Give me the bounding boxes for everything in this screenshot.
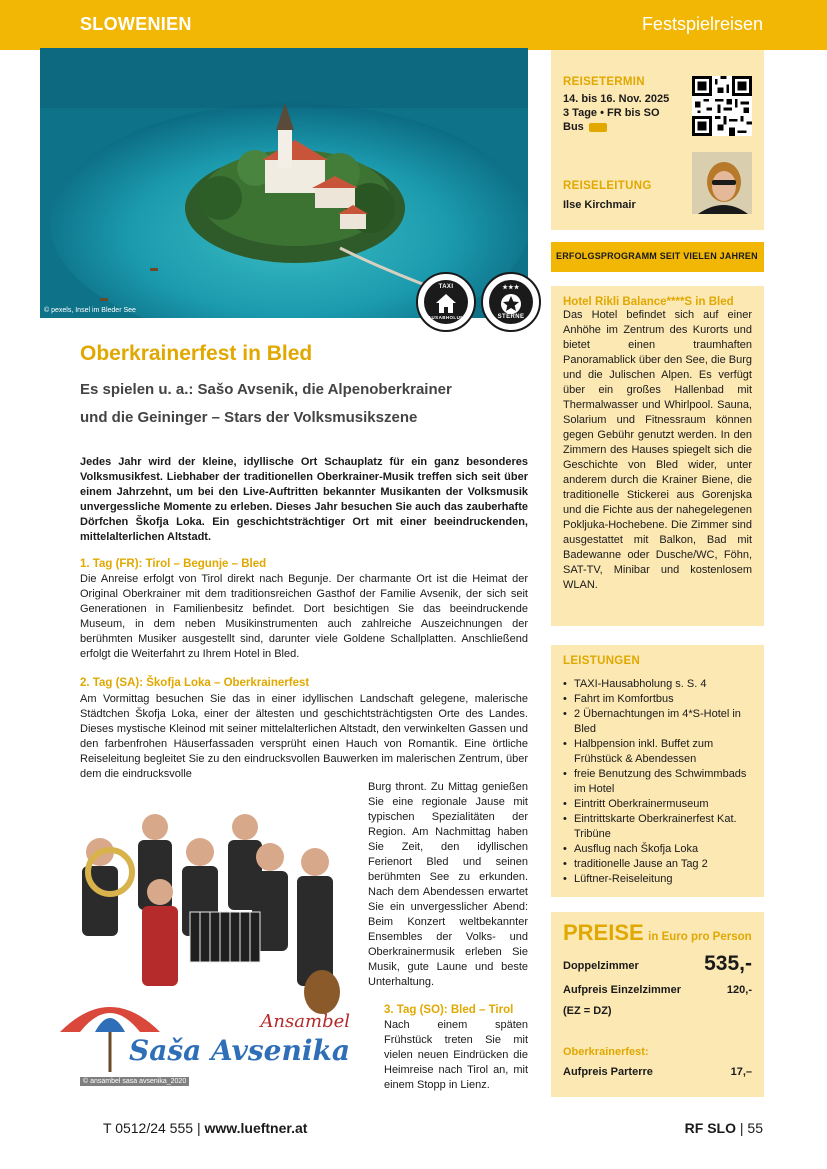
list-item: • Eintrittskarte Oberkrainerfest Kat. Tribüne — [563, 812, 752, 842]
band-photo-credit: © ansambel sasa avsenika_2020 — [80, 1077, 189, 1086]
date-line: 14. bis 16. Nov. 2025 — [563, 93, 670, 105]
success-program-banner — [551, 242, 764, 272]
guide-heading: REISELEITUNG — [563, 180, 652, 192]
list-item: • Ausflug nach Škofja Loka — [563, 842, 752, 857]
day1-text: Die Anreise erfolgt von Tirol direkt nach Begunje. Der charmante Ort ist die Heimat der Original Oberkrainer mit dem traditionsreichen Gasthof der Familie Avsenik, der sich seit Generationen in Familienbesitz befindet. Dort besichtigen Sie das beeindruckende Museum, in dem neben Musikinstrumenten auch zahlreiche Auszeichnungen der berühmten Musiker ausgestellt sind, darunter viele Goldene Schallplatten. Anschließend erfolgt die Weiterfahrt zu Ihrem Hotel in Bled. — [80, 573, 528, 660]
guide-name: Ilse Kirchmair — [563, 199, 636, 211]
footer-website-link[interactable]: www.lueftner.at — [204, 1120, 308, 1136]
double-room-label: Doppelzimmer — [563, 960, 639, 972]
hotel-heading: Hotel Rikli Balance****S in Bled — [563, 296, 734, 308]
series-label: Festspielreisen — [641, 14, 763, 34]
subtitle-line: Es spielen u. a.: Sašo Avsenik, die Alpenoberkrainer — [80, 381, 452, 398]
footer-catalog-code: RF SLO — [684, 1120, 736, 1136]
star-badge-top: ★★★ — [502, 285, 520, 291]
qr-code-icon[interactable] — [692, 76, 752, 136]
day3-heading: 3. Tag (SO): Bled – Tirol — [384, 1004, 514, 1016]
prices-heading: PREISE — [563, 920, 644, 945]
list-item: • Fahrt im Komfortbus — [563, 692, 752, 707]
transport-label: Bus — [563, 121, 584, 133]
price-row-parterre — [563, 1066, 752, 1078]
duration-line: 3 Tage • FR bis SO — [563, 107, 660, 119]
services-list — [563, 677, 752, 887]
day2-heading: 2. Tag (SA): Škofja Loka – Oberkrainerfest — [80, 677, 310, 689]
list-item: • Lüftner-Reiseleitung — [563, 872, 752, 887]
band-logo-line1: Ansambel — [260, 1011, 350, 1032]
list-item: • 2 Übernachtungen im 4*S-Hotel in Bled — [563, 707, 752, 737]
day2-text: Am Vormittag besuchen Sie das in einer idyllischen Landschaft gelegene, malerische Städtchen Škofja Loka, einer der ältesten und geschichtsträchtigsten Orte des Landes. Dieses mystische Kleinod mit seiner mittelalterlichen Altstadt, den verwinkelten Gassen und den farbenfrohen Häuserfassaden versprüht einen Hauch von Romantik. Eine örtliche Reiseleitung begleitet Sie zu den eindrucksvollen Bauwerken im malerischen Zentrum, über dem die eindrucksvolle — [80, 693, 528, 780]
single-room-note: (EZ = DZ) — [563, 1005, 612, 1017]
intro-paragraph: Jedes Jahr wird der kleine, idyllische Ort Schauplatz für ein ganz besonderes Volksmusikfest. Liebhaber der traditionellen Oberkrainer-Musik treffen sich seit über einem Jahrzehnt, um bei den Live-Auftritten bekannter Musikanten der Volksmusik unvergessliche Momente zu erleben. Dieses Jahr besuchen Sie auch das zauberhafte Dörfchen Škofja Loka. Ein geschichtsträchtiger Ort mit einer beeindruckenden, mittelalterlichen Altstadt. — [80, 456, 528, 543]
services-heading: LEISTUNGEN — [563, 655, 641, 667]
single-room-label: Aufpreis Einzelzimmer — [563, 984, 681, 996]
taxi-pickup-badge — [416, 272, 476, 332]
parterre-price: 17,– — [730, 1066, 752, 1078]
day2-text-cont: Burg thront. Zu Mittag genießen Sie eine regionale Jause mit typischen Spezialitäten der Region. Am Nachmittag haben Sie Zeit, den idyllischen Ferienort Bled und seinen berühmten See zu erkunden. Nach dem Abendessen erwartet Sie ein unvergesslicher Abend: Beim Konzert weltbekannter Ensembles der Volks- und Oberkrainermusik erleben Sie Musik, gute Laune und beste Unterhaltung. — [368, 781, 528, 988]
bus-icon — [589, 123, 607, 132]
page-subtitle — [80, 376, 540, 432]
services-box — [551, 645, 764, 897]
subtitle-line: und die Geininger – Stars der Volksmusikszene — [80, 409, 418, 426]
footer-separator: | — [739, 1120, 744, 1136]
prices-subheading: in Euro pro Person — [648, 931, 752, 943]
list-item: • TAXI-Hausabholung s. S. 4 — [563, 677, 752, 692]
hotel-box — [551, 286, 764, 626]
footer-separator: | — [196, 1120, 201, 1136]
band-photo — [60, 782, 356, 1090]
taxi-badge-bottom: HAUSABHOLUNG — [424, 315, 468, 320]
header-bar — [0, 0, 827, 50]
date-heading: REISETERMIN — [563, 76, 645, 88]
success-program-label: ERFOLGSPROGRAMM SEIT VIELEN JAHREN — [556, 251, 758, 261]
page-number: 55 — [747, 1120, 763, 1136]
day1-heading: 1. Tag (FR): Tirol – Begunje – Bled — [80, 558, 267, 570]
fest-price-heading: Oberkrainerfest: — [563, 1046, 649, 1058]
region-label: SLOWENIEN — [80, 14, 192, 34]
footer-contact — [103, 1120, 307, 1136]
footer-phone: T 0512/24 555 — [103, 1120, 194, 1136]
double-room-price: 535,- — [704, 952, 752, 975]
star-rating-badge — [481, 272, 541, 332]
guide-portrait — [692, 152, 752, 214]
star-badge-bottom: STERNE — [497, 314, 525, 320]
band-logo-line2: Saša Avsenika — [129, 1034, 350, 1067]
single-room-price: 120,- — [726, 984, 752, 996]
list-item: • freie Benutzung des Schwimmbads im Hotel — [563, 767, 752, 797]
prices-box — [551, 912, 764, 1097]
band-illustration — [60, 782, 356, 1090]
hero-credit: © pexels, Insel im Bleder See — [44, 307, 136, 314]
page-title: Oberkrainerfest in Bled — [80, 342, 313, 365]
price-row-double — [563, 952, 752, 975]
list-item: • traditionelle Jause an Tag 2 — [563, 857, 752, 872]
transport-line — [563, 120, 669, 134]
footer-page-info — [685, 1120, 763, 1136]
list-item: • Eintritt Oberkrainermuseum — [563, 797, 752, 812]
taxi-badge-top: TAXI — [438, 284, 454, 290]
day3-text: Nach einem späten Frühstück treten Sie mit vielen neuen Eindrücken die Heimreise nach Tirol an, mit einem Stopp in Lienz. — [384, 1019, 528, 1091]
price-row-single — [563, 984, 752, 996]
parterre-label: Aufpreis Parterre — [563, 1066, 653, 1078]
list-item: • Halbpension inkl. Buffet zum Frühstück & Abendessen — [563, 737, 752, 767]
hotel-text: Das Hotel befindet sich auf einer Anhöhe im Zentrum des Kurorts und bietet einen traumhaften Panoramablick über den See, die Burg und die Julischen Alpen. Es verfügt über ein großes Hallenbad mit Thermalwasser und Whirlpool. Sauna, Solarium und Fitnessraum können gegen Gebühr genutzt werden. In den Zimmern des Hauses spiegelt sich die Geschichte von Bled wider, unter anderem durch die Krainer Biene, die traditionelle Stickerei aus Gorenjska und die Fichte aus der nahegelegenen Pokljuka-Hochebene. Die Zimmer sind ausgestattet mit Balkon, Bad mit Badewanne oder Dusche/WC, Föhn, SAT-TV, Minibar und kostenlosem WLAN. — [563, 309, 752, 591]
